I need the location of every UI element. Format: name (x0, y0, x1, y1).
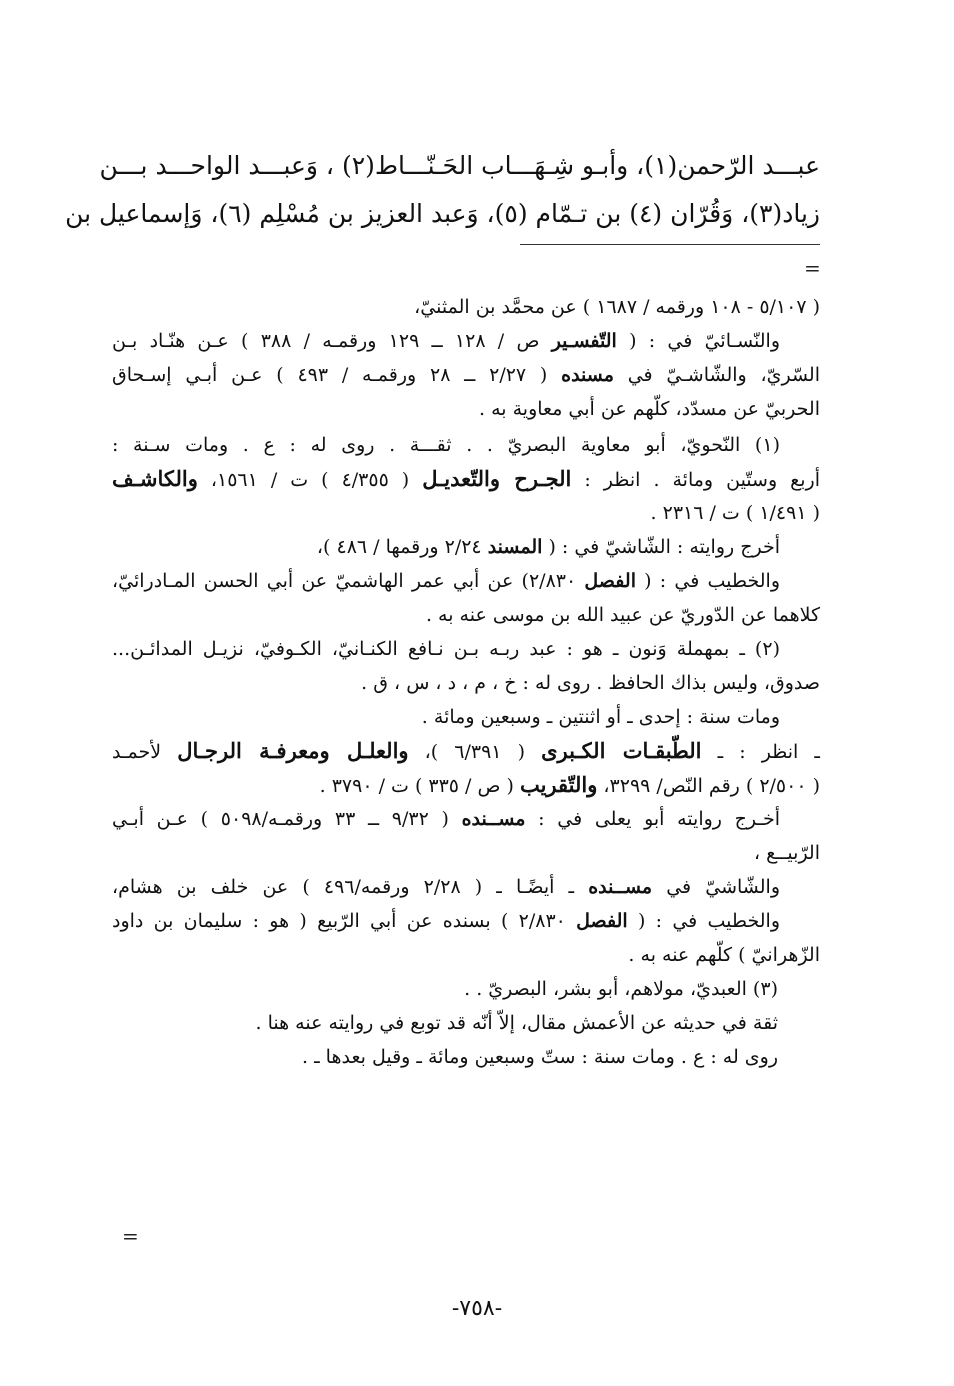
footnotes (112, 290, 820, 1074)
page-number: -٧٥٨- (451, 1296, 503, 1321)
footnote-line: ( ٢/٥٠٠ ) رقم النّص/ ٣٢٩٩، والتّقريب ( ص / ٣٣٥ ) ت / ٣٧٩٠ . (319, 772, 820, 797)
footnote-line: أخـرج روايته أبو يعلى في : مســنده ( ٩/٣٢ ــ ٣٣ ورقمـه/٥٠٩٨ ) عـن أبـي (112, 808, 780, 830)
footnote-2: (٢) ـ بمهملة وَنون ـ هو : عبد ربـه بـن نـافع الكنـانيّ، الكـوفيّ، نزيـل المدائـن... (112, 638, 780, 660)
footnote-line: والخطيب في : ( الفصل ٢/٨٣٠ ) بسنده عن أبي الرّبيع ( هو : سليمان بن داود (112, 910, 781, 932)
continuation-mark-bottom: = (122, 1224, 139, 1248)
main-text-line-1: عبـــد الرّحمن(١)، وأبـو شِـهَـــاب الحَـنّـــاط(٢) ، وَعبـــد الواحـــد بـــن (99, 151, 820, 180)
main-text (65, 142, 820, 238)
footnote-line: الزّهرانيّ ) كلّهم عنه به . (628, 944, 820, 966)
footnote-line: الرّبيــع ، (754, 842, 820, 864)
footnote-line: ثقة في حديثه عن الأعمش مقال، إلاّ أنّه قد توبع في روايته عنه هنا . (255, 1012, 778, 1034)
footnote-line: ( ١/٤٩١ ) ت / ٢٣١٦ . (650, 502, 820, 524)
footnote-line: ـ انظر : ـ الطّبقـات الكـبرى ( ٦/٣٩١ )، والعلـل ومعرفـة الرجـال لأحمـد (112, 738, 820, 763)
continuation-mark-top: = (804, 256, 821, 280)
footnote-line: روى له : ع . ومات سنة : ستّ وسبعين ومائة ـ وقيل بعدها ـ . (301, 1046, 778, 1068)
footnote-line: أخرج روايته : الشّاشيّ في : ( المسند ٢/٢٤ ورقمها / ٤٨٦ )، (316, 536, 780, 558)
footnote-line: أربع وستّين ومائة . انظر : الجـرح والتّعديـل ( ٤/٣٥٥ ) ت / ١٥٦١، والكاشـف (112, 466, 820, 491)
footnote-line: والخطيب في : ( الفصل ٢/٨٣٠) عن أبي عمر الهاشميّ عن أبي الحسن المـادرائيّ، (112, 570, 781, 592)
footnote-line: ومات سنة : إحدى ـ أو اثنتين ـ وسبعين ومائة . (421, 706, 780, 728)
footnote-line: كلاهما عن الدّوريّ عن عبيد الله بن موسى عنه به . (425, 604, 820, 626)
main-text-line-2: زياد(٣)، وَقُرّان (٤) بن تـمّام (٥)، وَعبد العزيز بن مُسْلِم (٦)، وَإسماعيل بن (65, 199, 820, 228)
footnote-line: والنّسـائيّ في : ( التّفسـير ص / ١٢٨ ــ ١٢٩ ورقمـه / ٣٨٨ ) عـن هنّـاد بـن (112, 330, 780, 352)
footnote-line: والشّاشيّ في مســنده ـ أيضًـا ـ ( ٢/٢٨ ورقمه/٤٩٦ ) عن خلف بن هشام، (112, 876, 780, 898)
footnote-line: السّريّ، والشّاشـيّ في مسنده ( ٢/٢٧ ــ ٢٨ ورقمـه / ٤٩٣ ) عـن أبـي إسـحاق (112, 364, 820, 386)
footnote-line: الحربيّ عن مسدّد، كلّهم عن أبي معاوية به . (479, 398, 820, 420)
footnote-line: ( ٥/١٠٧ - ١٠٨ ورقمه / ١٦٨٧ ) عن محمَّد بن المثنيّ، (414, 296, 820, 318)
footnote-3: (٣) العبديّ، مولاهم، أبو بشر، البصريّ . . (464, 978, 778, 1000)
footnote-1: (١) النّحويّ، أبو معاوية البصريّ . . ثقـــة . روى له : ع . ومات سـنة : (112, 434, 780, 456)
footnote-line: صدوق، وليس بذاك الحافظ . روى له : خ ، م ، د ، س ، ق . (361, 672, 820, 694)
footnote-separator (520, 244, 820, 245)
